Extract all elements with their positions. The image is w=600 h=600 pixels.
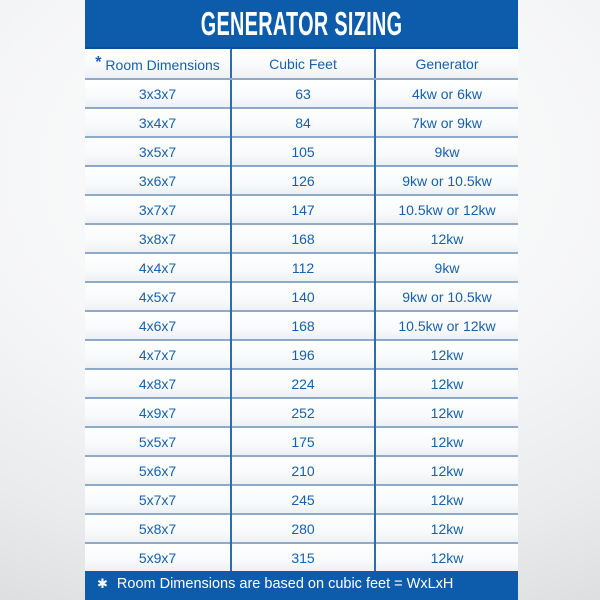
generator-cell: 4kw or 6kw [375,79,518,108]
footnote-text: Room Dimensions are based on cubic feet = WxLxH [116,575,454,592]
table-row [85,253,518,282]
cubic-feet-cell: 126 [231,166,375,195]
generator-cell: 9kw or 10.5kw [375,282,518,311]
room-dimensions-cell: 5x5x7 [85,427,231,456]
room-dimensions-cell: 4x4x7 [85,253,231,282]
cubic-feet-cell: 168 [231,224,375,253]
table-row [85,427,518,456]
generator-cell: 10.5kw or 12kw [375,311,518,340]
cubic-feet-cell: 210 [231,456,375,485]
generator-cell: 12kw [375,398,518,427]
cubic-feet-cell: 147 [231,195,375,224]
cubic-feet-cell: 112 [231,253,375,282]
room-dimensions-cell: 3x3x7 [85,79,231,108]
room-dimensions-cell: 3x7x7 [85,195,231,224]
generator-cell: 12kw [375,543,518,571]
table-row [85,398,518,427]
room-dimensions-cell: 5x8x7 [85,514,231,543]
cubic-feet-cell: 224 [231,369,375,398]
table-row [85,195,518,224]
table-row [85,485,518,514]
header-row [85,48,518,79]
column-header-label: Room Dimensions [105,57,220,73]
generator-cell: 12kw [375,427,518,456]
cubic-feet-cell: 252 [231,398,375,427]
room-dimensions-cell: 5x6x7 [85,456,231,485]
room-dimensions-cell: 4x8x7 [85,369,231,398]
table-row [85,137,518,166]
room-dimensions-cell: 3x8x7 [85,224,231,253]
cubic-feet-cell: 105 [231,137,375,166]
footnote [85,571,518,600]
room-dimensions-cell: 4x7x7 [85,340,231,369]
room-dimensions-cell: 3x4x7 [85,108,231,137]
room-dimensions-cell: 5x9x7 [85,543,231,571]
cubic-feet-cell: 280 [231,514,375,543]
column-header-room-dimensions [85,48,231,79]
room-dimensions-cell: 3x5x7 [85,137,231,166]
table-row [85,456,518,485]
generator-cell: 12kw [375,340,518,369]
cubic-feet-cell: 63 [231,79,375,108]
table-row [85,340,518,369]
sizing-table [85,47,518,571]
table-row [85,369,518,398]
table-row [85,543,518,571]
table-row [85,311,518,340]
table-row [85,224,518,253]
generator-cell: 12kw [375,514,518,543]
column-header-generator: Generator [375,48,518,79]
table-row [85,166,518,195]
generator-cell: 12kw [375,485,518,514]
column-header-cubic-feet: Cubic Feet [231,48,375,79]
cubic-feet-cell: 245 [231,485,375,514]
table-row [85,79,518,108]
generator-cell: 10.5kw or 12kw [375,195,518,224]
title-band [85,0,518,47]
table-row [85,108,518,137]
cubic-feet-cell: 140 [231,282,375,311]
generator-cell: 9kw [375,137,518,166]
cubic-feet-cell: 84 [231,108,375,137]
cubic-feet-cell: 196 [231,340,375,369]
room-dimensions-cell: 3x6x7 [85,166,231,195]
room-dimensions-cell: 5x7x7 [85,485,231,514]
page-title: GENERATOR SIZING [200,4,403,42]
cubic-feet-cell: 168 [231,311,375,340]
generator-cell: 9kw or 10.5kw [375,166,518,195]
generator-cell: 9kw [375,253,518,282]
generator-sizing-panel [85,0,518,600]
generator-cell: 12kw [375,224,518,253]
cubic-feet-cell: 175 [231,427,375,456]
room-dimensions-cell: 4x9x7 [85,398,231,427]
room-dimensions-cell: 4x5x7 [85,282,231,311]
room-dimensions-cell: 4x6x7 [85,311,231,340]
table-row [85,282,518,311]
generator-cell: 12kw [375,456,518,485]
generator-cell: 12kw [375,369,518,398]
table-row [85,514,518,543]
asterisk-icon: * [95,54,102,71]
generator-cell: 7kw or 9kw [375,108,518,137]
cubic-feet-cell: 315 [231,543,375,571]
star-icon: ✱ [97,575,108,591]
